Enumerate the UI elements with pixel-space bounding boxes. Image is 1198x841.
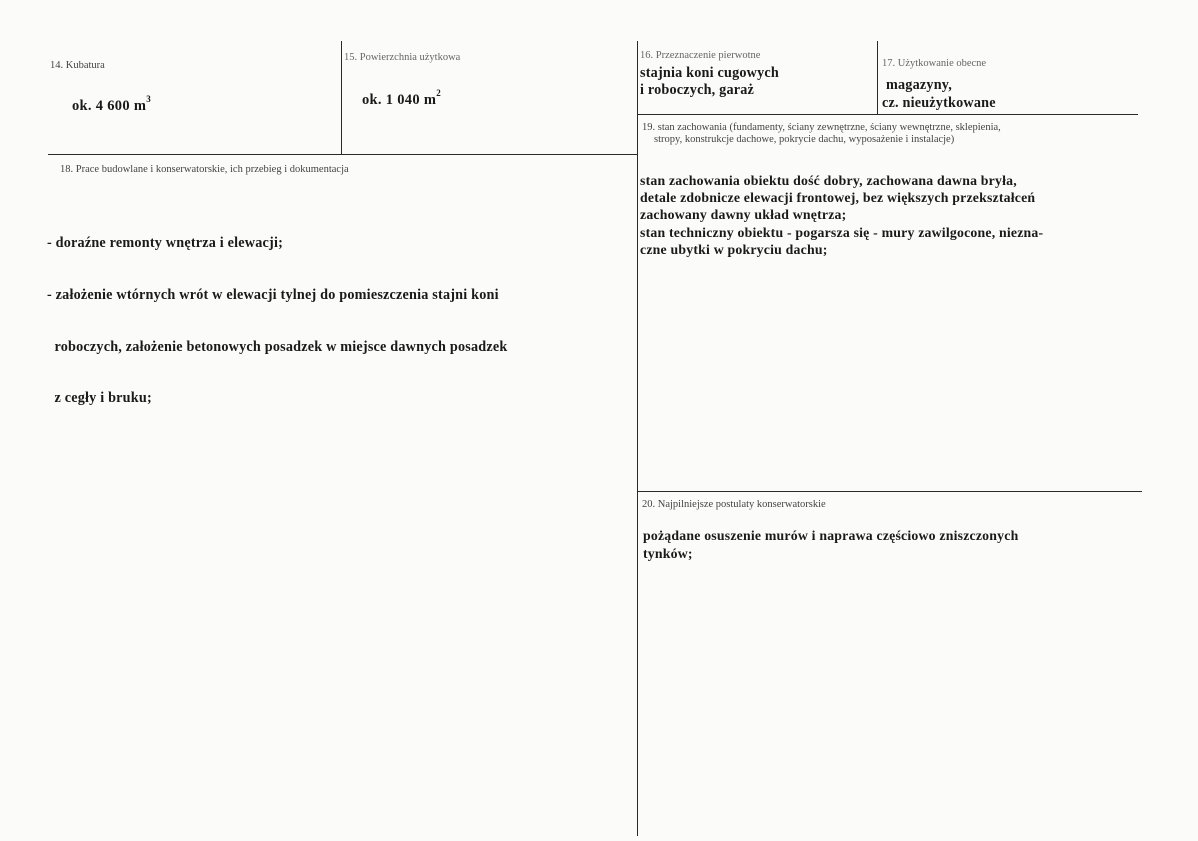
stan-zachowania-label-line: 19. stan zachowania (fundamenty, ściany zewnętrzne, ściany wewnętrzne, sklepienia, [642, 122, 1001, 133]
stan-zachowania-line: detale zdobnicze elewacji frontowej, bez większych przekształceń [640, 190, 1036, 206]
postulaty-value [643, 527, 1018, 563]
stan-zachowania-label-line: stropy, konstrukcje dachowe, pokrycie dachu, wyposażenie i instalacje) [654, 134, 955, 145]
kubatura-value-text: ok. 4 600 m [72, 97, 147, 114]
powierzchnia-label: 15. Powierzchnia użytkowa [344, 52, 461, 63]
postulaty-line: pożądane osuszenie murów i naprawa częściowo zniszczonych [643, 528, 1019, 543]
kubatura-value [72, 93, 151, 115]
uzytkowanie-line: magazyny, [886, 77, 953, 93]
uzytkowanie-line: cz. nieużytkowane [882, 95, 996, 111]
stan-zachowania-label [642, 122, 1001, 146]
postulaty-line: tynków; [643, 546, 693, 561]
uzytkowanie-value [882, 76, 996, 112]
divider-14-15 [341, 41, 342, 154]
powierzchnia-unit-superscript: 2 [436, 88, 442, 98]
przeznaczenie-label: 16. Przeznaczenie pierwotne [640, 50, 761, 61]
stan-zachowania-line: zachowany dawny układ wnętrza; [640, 207, 847, 223]
divider-16-17 [877, 41, 878, 114]
prace-budowlane-line: z cegły i bruku; [47, 390, 152, 407]
przeznaczenie-line: i roboczych, garaż [640, 82, 755, 99]
divider-top-left-bottom [48, 154, 638, 155]
prace-budowlane-value [47, 201, 507, 425]
stan-zachowania-value [640, 172, 1043, 258]
prace-budowlane-line: - założenie wtórnych wrót w elewacji tylnej do pomieszczenia stajni koni [47, 287, 499, 304]
prace-budowlane-line: - doraźne remonty wnętrza i elewacji; [47, 235, 284, 252]
powierzchnia-value [362, 87, 441, 109]
przeznaczenie-value [640, 65, 779, 99]
divider-19-20 [637, 491, 1142, 492]
uzytkowanie-label: 17. Użytkowanie obecne [882, 58, 987, 69]
postulaty-label: 20. Najpilniejsze postulaty konserwatorskie [642, 499, 826, 510]
divider-17-19 [637, 114, 1138, 115]
divider-center [637, 41, 638, 836]
stan-zachowania-line: stan techniczny obiektu - pogarsza się - mury zawilgocone, niezna- [640, 224, 1044, 240]
kubatura-label: 14. Kubatura [50, 60, 105, 71]
przeznaczenie-line: stajnia koni cugowych [640, 65, 780, 81]
stan-zachowania-line: stan zachowania obiektu dość dobry, zachowana dawna bryła, [640, 173, 1017, 188]
kubatura-unit-superscript: 3 [146, 94, 152, 104]
stan-zachowania-line: czne ubytki w pokryciu dachu; [640, 241, 828, 257]
prace-budowlane-label: 18. Prace budowlane i konserwatorskie, ich przebieg i dokumentacja [60, 164, 349, 175]
powierzchnia-value-text: ok. 1 040 m [362, 91, 437, 108]
prace-budowlane-line: roboczych, założenie betonowych posadzek w miejsce dawnych posadzek [47, 338, 508, 355]
